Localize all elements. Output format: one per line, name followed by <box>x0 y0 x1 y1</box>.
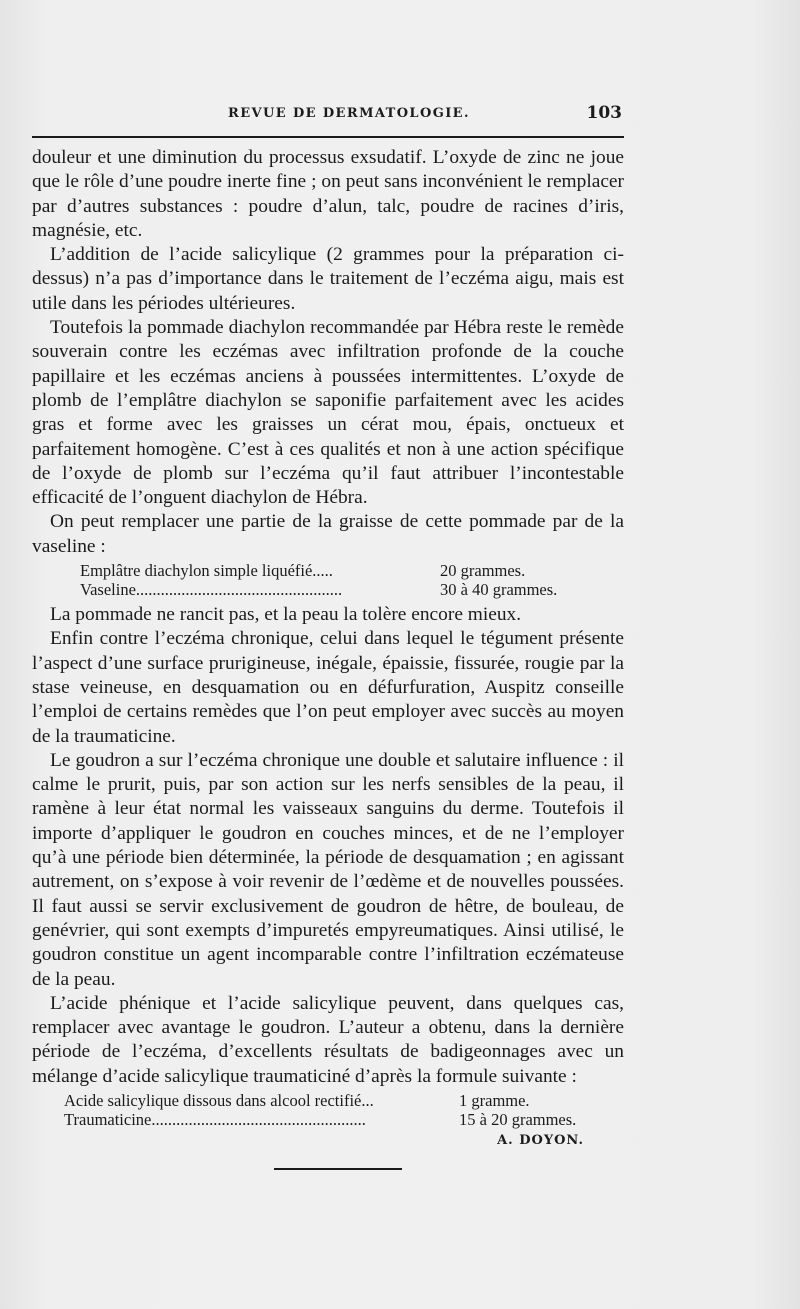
ingredient-name: Acide salicylique dissous dans alcool rectifié... <box>64 1090 374 1110</box>
ingredient-quantity: 15 à 20 grammes. <box>459 1109 577 1129</box>
formula-row <box>32 580 624 599</box>
article-body <box>32 146 624 1148</box>
ingredient-name: Vaseline.................................................. <box>80 580 343 600</box>
formula-salicylique <box>32 1091 624 1129</box>
end-rule <box>274 1168 402 1170</box>
paragraph: Le goudron a sur l’eczéma chronique une double et salutaire influence : il calme le prurit, puis, par son action sur les nerfs sensibles de la peau, il ramène à leur état normal les vaisseaux sanguins du derme. Toutefois il importe d’appliquer le goudron en couches minces, et de ne l’employer qu’à une période bien déterminée, la période de desquamation ; en agissant autrement, on s’expose à voir revenir de l’œdème et de nouvelles poussées. Il faut aussi se servir exclusivement de goudron de hêtre, de bouleau, de genévrier, qui sont exempts d’impuretés empyreumatiques. Ainsi utilisé, le goudron constitue un agent incomparable contre l’infiltration eczémateuse de la peau. <box>32 749 624 990</box>
paragraph: Enfin contre l’eczéma chronique, celui dans lequel le tégument présente l’aspect d’une surface prurigineuse, inégale, épaissie, fissurée, rougie par la stase veineuse, en desquamation ou en défurfuration, Auspitz conseille l’emploi de certains remèdes que l’on peut employer avec succès au moyen de la traumaticine. <box>32 628 624 747</box>
ingredient-name: Emplâtre diachylon simple liquéfié..... <box>80 561 333 581</box>
formula-row <box>32 561 624 580</box>
author-signature: A. DOYON. <box>497 1132 584 1148</box>
ingredient-quantity: 30 à 40 grammes. <box>440 580 558 600</box>
running-title: REVUE DE DERMATOLOGIE. <box>228 106 470 121</box>
ingredient-quantity: 20 grammes. <box>440 561 526 581</box>
paragraph: On peut remplacer une partie de la graisse de cette pommade par de la vaseline : <box>32 511 624 557</box>
page-header <box>32 104 624 128</box>
ingredient-name: Traumaticine.................................................... <box>64 1109 366 1129</box>
paragraph: douleur et une diminution du processus exsudatif. L’oxyde de zinc ne joue que le rôle d’une poudre inerte fine ; on peut sans inconvénient le remplacer par d’autres substances : poudre d’alun, talc, poudre de racines d’iris, magnésie, etc. <box>32 147 624 241</box>
header-rule <box>32 136 624 138</box>
formula-vaseline <box>32 561 624 599</box>
formula-row <box>32 1110 624 1129</box>
paragraph: L’addition de l’acide salicylique (2 grammes pour la préparation ci-dessus) n’a pas d’importance dans le traitement de l’eczéma aigu, mais est utile dans les périodes ultérieures. <box>32 244 624 314</box>
ingredient-quantity: 1 gramme. <box>459 1090 530 1110</box>
paragraph: La pommade ne rancit pas, et la peau la tolère encore mieux. <box>50 604 522 626</box>
page-number: 103 <box>586 103 622 123</box>
paragraph: L’acide phénique et l’acide salicylique peuvent, dans quelques cas, remplacer avec avantage le goudron. L’auteur a obtenu, dans la dernière période de l’eczéma, d’excellents résultats de badigeonnages avec un mélange d’acide salicylique traumaticiné d’après la formule suivante : <box>32 992 624 1087</box>
formula-row <box>32 1091 624 1110</box>
paragraph: Toutefois la pommade diachylon recommandée par Hébra reste le remède souverain contre les eczémas avec infiltration profonde de la couche papillaire et les eczémas anciens à poussées intermittentes. L’oxyde de plomb de l’emplâtre diachylon se saponifie parfaitement avec les acides gras et forme avec les graisses un cérat mou, épais, onctueux et parfaitement homogène. C’est à ces qualités et non à une action spécifique de l’oxyde de plomb sur l’eczéma qu’il faut attribuer l’incontestable efficacité de l’onguent diachylon de Hébra. <box>32 317 624 509</box>
